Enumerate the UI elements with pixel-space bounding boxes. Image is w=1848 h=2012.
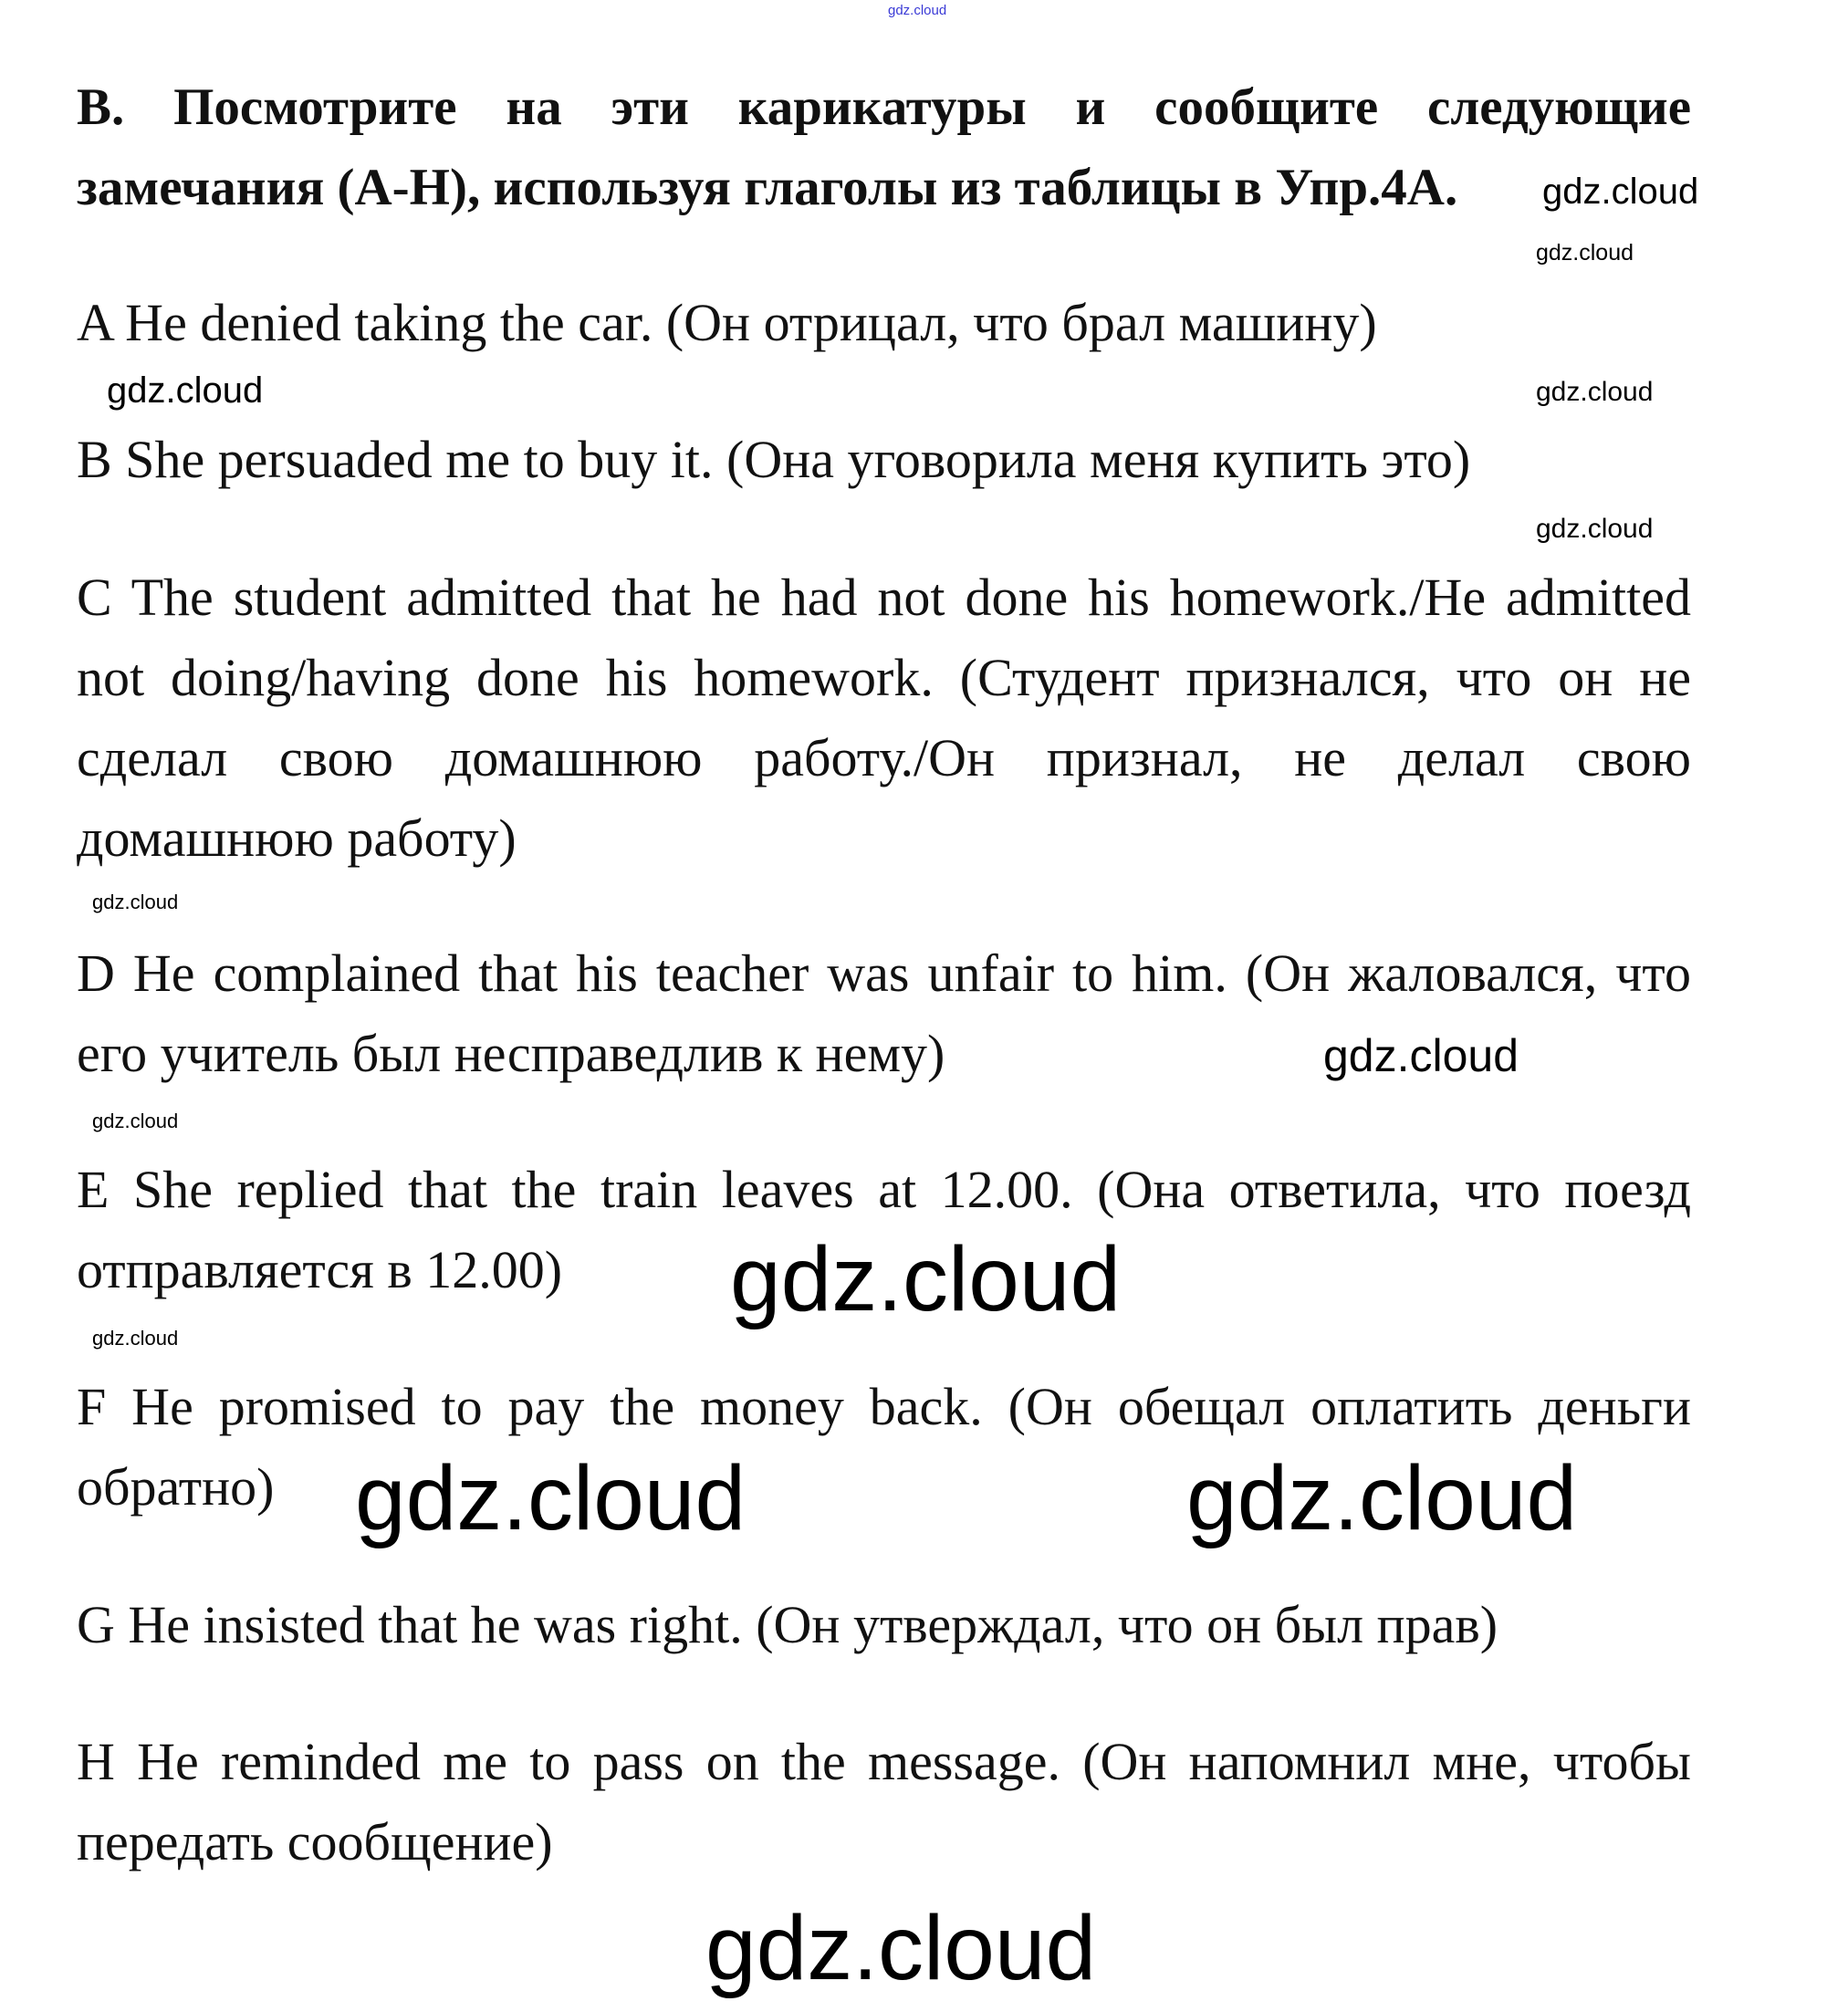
watermark: gdz.cloud — [1323, 1030, 1519, 1081]
answer-g: G He insisted that he was right. (Он утверждал, что он был прав) — [77, 1595, 1498, 1654]
answer-c: C The student admitted that he had not done his homework./He admitted not doing/having done his homework. (Студент признался, что он не сделал свою домашнюю работу./Он признал, не делал свою домашнюю работу) — [77, 568, 1691, 868]
answer-h: H He reminded me to pass on the message. (Он напомнил мне, чтобы передать сообщение) — [77, 1732, 1691, 1871]
answer-a: A He denied taking the car. (Он отрицал, что брал машину) — [77, 293, 1377, 352]
watermark: gdz.cloud — [705, 1897, 1097, 1999]
watermark: gdz.cloud — [1536, 377, 1654, 407]
answer-e: E She replied that the train leaves at 12.00. (Она ответила, что поезд отправляется в 12.00) — [77, 1160, 1691, 1299]
watermark: gdz.cloud — [1536, 240, 1634, 266]
answer-f: F He promised to pay the money back. (Он обещал оплатить деньги обратно) — [77, 1377, 1691, 1517]
watermark: gdz.cloud — [1542, 172, 1699, 212]
watermark: gdz.cloud — [1186, 1447, 1578, 1549]
watermark: gdz.cloud — [1536, 514, 1654, 544]
watermark: gdz.cloud — [92, 1327, 179, 1350]
watermark: gdz.cloud — [92, 891, 179, 913]
watermark: gdz.cloud — [355, 1447, 747, 1549]
exercise-heading: B. Посмотрите на эти карикатуры и сообщите следующие замечания (A-H), используя глаголы из таблицы в Упр.4А. — [77, 78, 1691, 216]
answer-d: D He complained that his teacher was unfair to him. (Он жаловался, что его учитель был несправедлив к нему) — [77, 943, 1691, 1083]
watermark: gdz.cloud — [888, 3, 947, 18]
answer-b: B She persuaded me to buy it. (Она уговорила меня купить это) — [77, 430, 1471, 489]
watermark: gdz.cloud — [107, 370, 264, 411]
watermark: gdz.cloud — [730, 1228, 1122, 1330]
watermark: gdz.cloud — [92, 1110, 179, 1132]
